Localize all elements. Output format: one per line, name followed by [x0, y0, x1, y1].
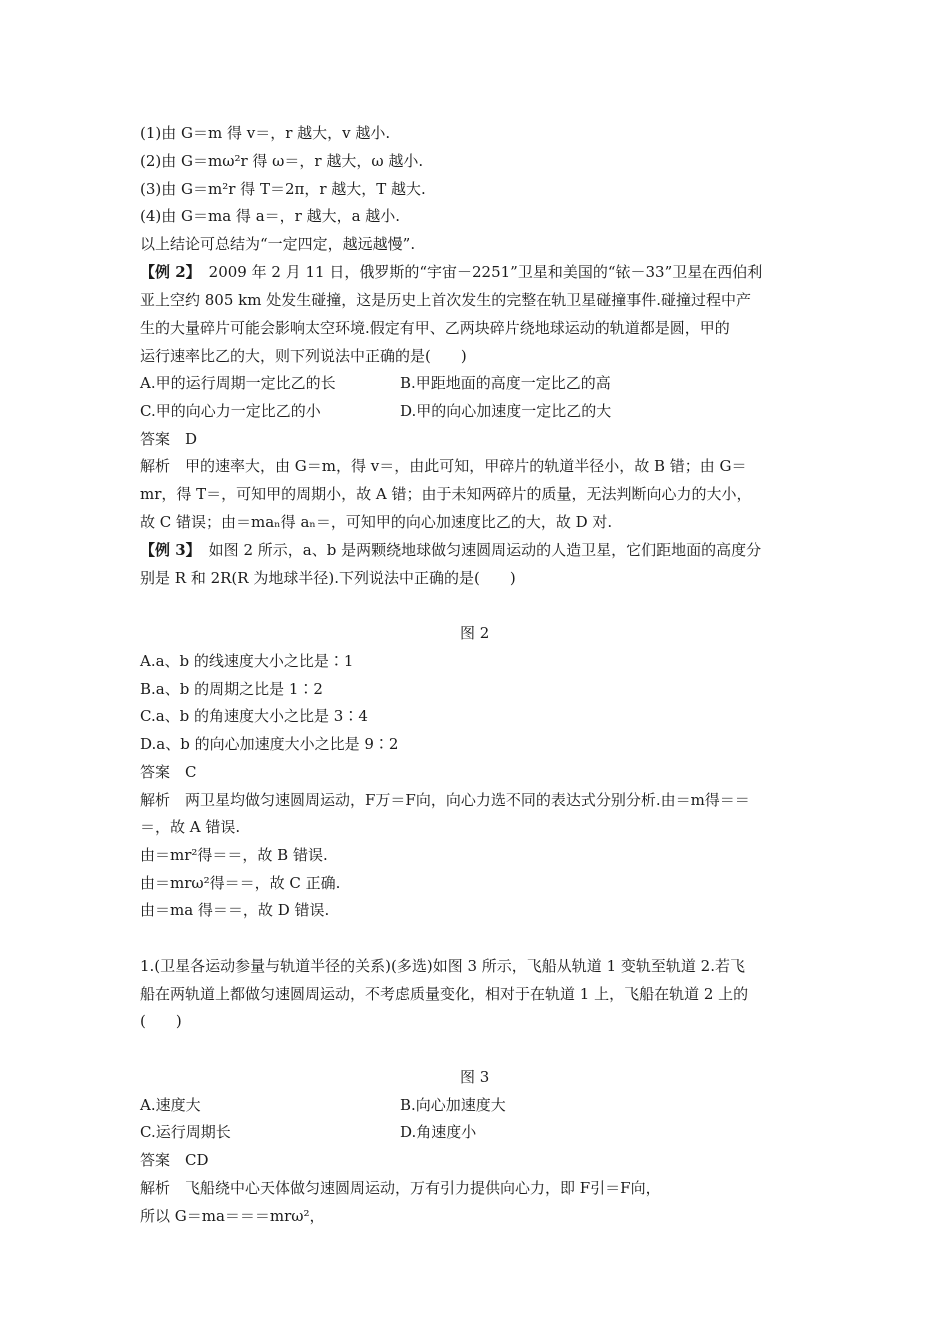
- example3-option-d: D.a、b 的向心加速度大小之比是 9∶2: [140, 735, 399, 753]
- example2-option-c: C.甲的向心力一定比乙的小: [140, 402, 321, 420]
- example2-analysis-1: 解析 甲的速率大，由 G＝m，得 v＝，由此可知，甲碎片的轨道半径小，故 B 错；由 G＝: [140, 457, 747, 475]
- question1-option-d: D.角速度小: [400, 1123, 477, 1141]
- question1-answer: 答案 CD: [140, 1151, 209, 1169]
- example2-option-d: D.甲的向心加速度一定比乙的大: [400, 402, 612, 420]
- example3-line-1: [140, 540, 761, 560]
- example3-analysis-2: ＝，故 A 错误.: [140, 818, 241, 836]
- conclusion-line-3: (3)由 G＝m²r 得 T＝2π，r 越大，T 越大.: [140, 180, 426, 198]
- example2-text-1: 2009 年 2 月 11 日，俄罗斯的“宇宙－2251”卫星和美国的“铱－33”卫星在西伯利: [208, 263, 763, 281]
- example2-line-1: [140, 262, 762, 282]
- question1-analysis-1: 解析 飞船绕中心天体做匀速圆周运动，万有引力提供向心力，即 F引＝F向，: [140, 1179, 661, 1197]
- example2-analysis-2: mr，得 T＝，可知甲的周期小，故 A 错；由于未知两碎片的质量，无法判断向心力的大小，: [140, 485, 752, 503]
- example3-option-a: A.a、b 的线速度大小之比是∶1: [140, 652, 354, 670]
- example2-option-a: A.甲的运行周期一定比乙的长: [140, 374, 336, 392]
- question1-line-2: 船在两轨道上都做匀速圆周运动，不考虑质量变化，相对于在轨道 1 上，飞船在轨道 2 上的: [140, 985, 749, 1003]
- example3-analysis-1: 解析 两卫星均做匀速圆周运动，F万＝F向，向心力选不同的表达式分别分析.由＝m得＝＝: [140, 791, 750, 809]
- question1-line-1: 1.(卫星各运动参量与轨道半径的关系)(多选)如图 3 所示，飞船从轨道 1 变轨至轨道 2.若飞: [140, 957, 745, 975]
- example3-analysis-5: 由＝ma 得＝＝，故 D 错误.: [140, 901, 330, 919]
- question1-line-3: ( ): [140, 1012, 182, 1030]
- example2-analysis-3: 故 C 错误；由＝maₙ得 aₙ＝，可知甲的向心加速度比乙的大，故 D 对.: [140, 513, 613, 531]
- example3-text-1: 如图 2 所示，a、b 是两颗绕地球做匀速圆周运动的人造卫星，它们距地面的高度分: [208, 541, 762, 559]
- example3-label: 【例 3】: [140, 541, 201, 559]
- question1-analysis-2: 所以 G＝ma＝＝＝mrω²，: [140, 1207, 325, 1225]
- example3-option-c: C.a、b 的角速度大小之比是 3∶4: [140, 707, 368, 725]
- example2-answer: 答案 D: [140, 430, 198, 448]
- example2-line-4: 运行速率比乙的大，则下列说法中正确的是( ): [140, 347, 467, 365]
- question1-option-c: C.运行周期长: [140, 1123, 231, 1141]
- question1-option-b: B.向心加速度大: [400, 1096, 506, 1114]
- example3-analysis-3: 由＝mr²得＝＝，故 B 错误.: [140, 846, 328, 864]
- figure-2-caption: 图 2: [460, 624, 490, 642]
- example2-label: 【例 2】: [140, 263, 201, 281]
- conclusion-line-4: (4)由 G＝ma 得 a＝，r 越大，a 越小.: [140, 207, 401, 225]
- example2-line-3: 生的大量碎片可能会影响太空环境.假定有甲、乙两块碎片绕地球运动的轨道都是圆，甲的: [140, 319, 730, 337]
- conclusion-line-1: (1)由 G＝m 得 v＝，r 越大，v 越小.: [140, 124, 391, 142]
- example2-line-2: 亚上空约 805 km 处发生碰撞，这是历史上首次发生的完整在轨卫星碰撞事件.碰撞过程中产: [140, 291, 752, 309]
- question1-option-a: A.速度大: [140, 1096, 201, 1114]
- example3-analysis-4: 由＝mrω²得＝＝，故 C 正确.: [140, 874, 341, 892]
- example3-line-2: 别是 R 和 2R(R 为地球半径).下列说法中正确的是( ): [140, 569, 516, 587]
- example3-option-b: B.a、b 的周期之比是 1∶2: [140, 680, 323, 698]
- figure-3-caption: 图 3: [460, 1068, 490, 1086]
- example3-answer: 答案 C: [140, 763, 197, 781]
- conclusion-line-2: (2)由 G＝mω²r 得 ω＝，r 越大，ω 越小.: [140, 152, 424, 170]
- conclusion-summary: 以上结论可总结为“一定四定，越远越慢”.: [140, 235, 416, 253]
- example2-option-b: B.甲距地面的高度一定比乙的高: [400, 374, 611, 392]
